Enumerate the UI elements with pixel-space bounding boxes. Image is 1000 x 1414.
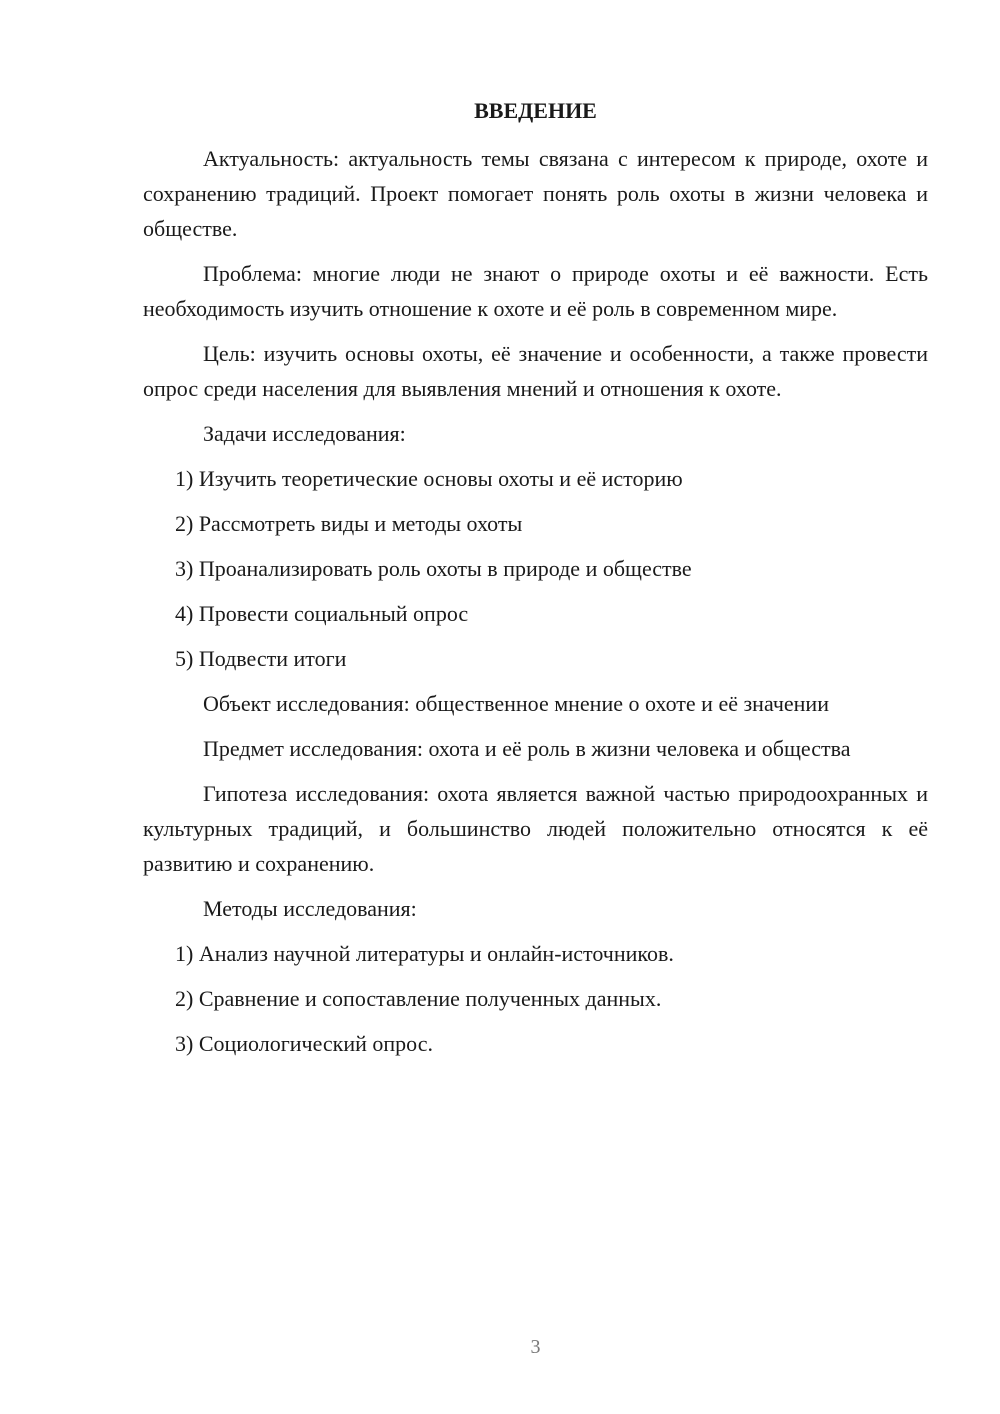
tasks-list — [143, 461, 928, 676]
list-item: 3) Социологический опрос. — [175, 1031, 433, 1056]
page-title: ВВЕДЕНИЕ — [474, 98, 597, 123]
list-item: 2) Сравнение и сопоставление полученных данных. — [175, 986, 662, 1011]
list-item: 4) Провести социальный опрос — [175, 601, 469, 626]
paragraph-problem: Проблема: многие люди не знают о природе охоты и её важности. Есть необходимость изучить отношение к охоте и её роль в современном мире. — [143, 261, 928, 321]
list-item: 3) Проанализировать роль охоты в природе и обществе — [175, 556, 692, 581]
list-item: 5) Подвести итоги — [175, 646, 347, 671]
paragraph-object: Объект исследования: общественное мнение о охоте и её значении — [203, 691, 829, 716]
list-item: 1) Изучить теоретические основы охоты и её историю — [175, 466, 683, 491]
methods-list — [143, 936, 928, 1061]
document-body — [143, 141, 928, 1071]
paragraph-hypothesis: Гипотеза исследования: охота является важной частью природоохранных и культурных традиций, и большинство людей положительно относятся к её развитию и сохранению. — [143, 781, 928, 876]
paragraph-methods-intro: Методы исследования: — [203, 896, 417, 921]
paragraph-tasks-intro: Задачи исследования: — [203, 421, 406, 446]
page-number: 3 — [530, 1336, 541, 1358]
paragraph-relevance: Актуальность: актуальность темы связана с интересом к природе, охоте и сохранению традиций. Проект помогает понять роль охоты в жизни человека и обществе. — [143, 146, 928, 241]
list-item: 1) Анализ научной литературы и онлайн-источников. — [175, 941, 674, 966]
paragraph-goal: Цель: изучить основы охоты, её значение и особенности, а также провести опрос среди населения для выявления мнений и отношения к охоте. — [143, 341, 928, 401]
paragraph-subject: Предмет исследования: охота и её роль в жизни человека и общества — [203, 736, 851, 761]
list-item: 2) Рассмотреть виды и методы охоты — [175, 511, 523, 536]
